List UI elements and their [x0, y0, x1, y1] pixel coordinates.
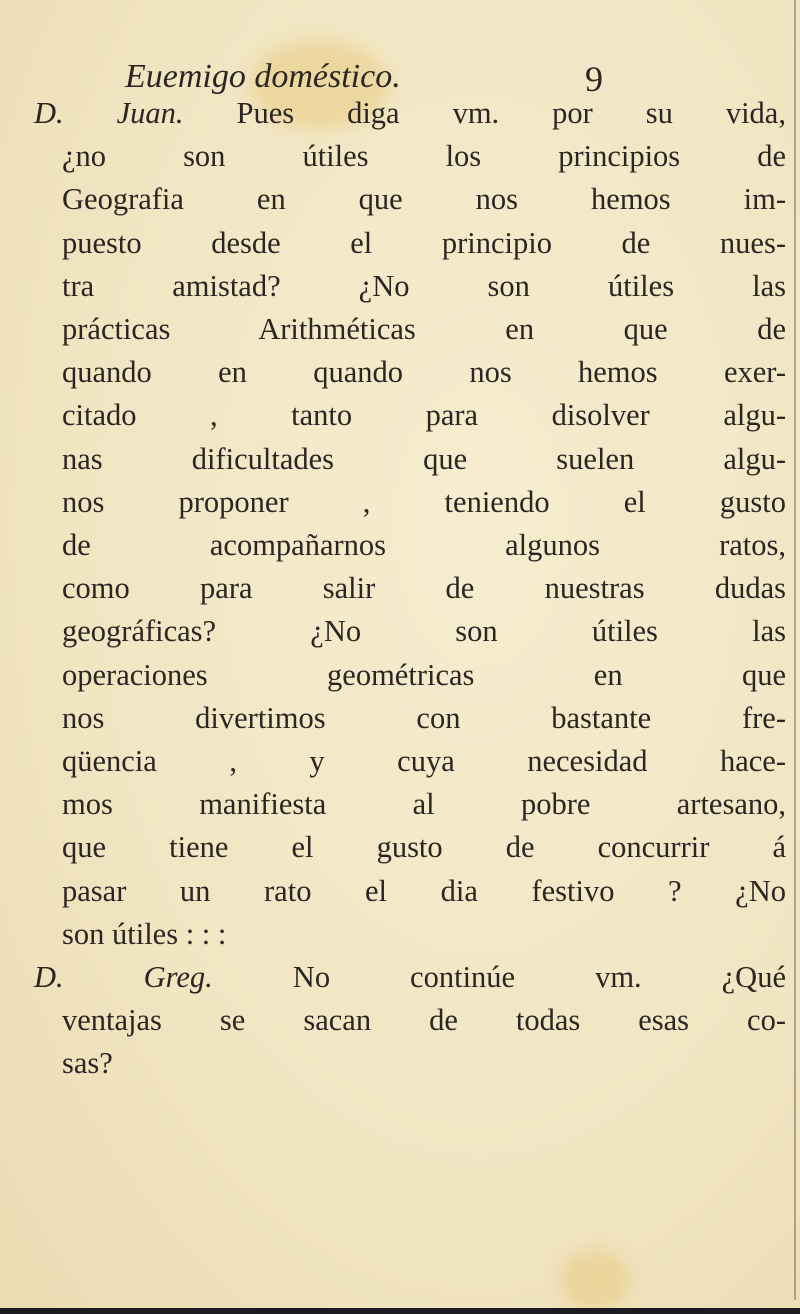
- text-line: citado , tanto para disolver algu-: [62, 398, 786, 433]
- scan-border: [0, 1308, 800, 1314]
- text-span: No continúe vm. ¿Qué: [292, 960, 786, 995]
- text-span: Pues diga vm. por su vida,: [236, 96, 786, 130]
- page-edge: [794, 0, 796, 1300]
- text-line: operaciones geométricas en que: [62, 657, 786, 692]
- text-line: nos proponer , teniendo el gusto: [62, 484, 786, 519]
- text-line: Geografia en que nos hemos im-: [62, 182, 786, 217]
- text-line: de acompañarnos algunos ratos,: [62, 528, 786, 563]
- text-line: que tiene el gusto de concurrir á: [62, 830, 786, 865]
- paper-stain: [560, 1250, 630, 1310]
- speaker-label: D. Greg.: [34, 960, 213, 995]
- text-line: ventajas se sacan de todas esas co-: [62, 1003, 786, 1038]
- text-line: pasar un rato el dia festivo ? ¿No: [62, 873, 786, 908]
- text-line: nas dificultades que suelen algu-: [62, 441, 786, 476]
- page-body: [34, 92, 786, 1086]
- text-line: sas?: [62, 1046, 113, 1081]
- text-line: nos divertimos con bastante fre-: [62, 700, 786, 735]
- speaker-label: D. Juan.: [34, 96, 184, 130]
- page-number: 9: [585, 59, 603, 99]
- text-line: qüencia , y cuya necesidad hace-: [62, 744, 786, 779]
- text-line: geográficas? ¿No son útiles las: [62, 614, 786, 649]
- text-line: ¿no son útiles los principios de: [62, 139, 786, 174]
- text-line: prácticas Arithméticas en que de: [62, 312, 786, 347]
- text-line: mos manifiesta al pobre artesano,: [62, 787, 786, 822]
- text-line: [34, 956, 786, 999]
- text-line: puesto desde el principio de nues-: [62, 225, 786, 260]
- text-line: [34, 92, 786, 135]
- text-line: como para salir de nuestras dudas: [62, 571, 786, 606]
- text-line: son útiles : : :: [62, 916, 227, 951]
- text-line: quando en quando nos hemos exer-: [62, 355, 786, 390]
- running-title: Euemigo doméstico.: [125, 58, 401, 95]
- text-line: tra amistad? ¿No son útiles las: [62, 268, 786, 303]
